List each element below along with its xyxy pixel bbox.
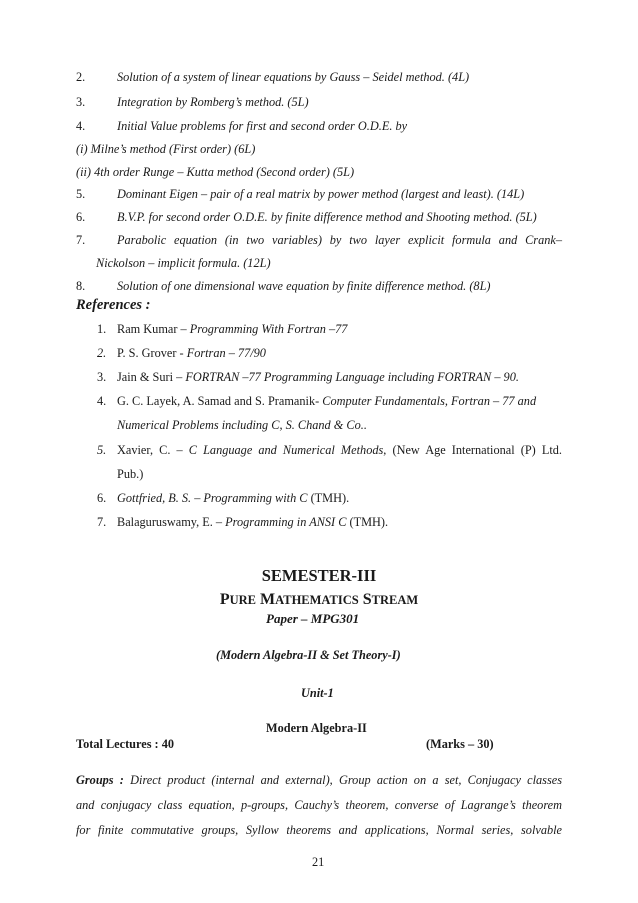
item-number: 2. (76, 70, 86, 84)
reference-number: 6. (97, 491, 107, 505)
reference-item: Jain & Suri – FORTRAN –77 Programming Language including FORTRAN – 90. (117, 370, 519, 384)
item-text-continued: Nickolson – implicit formula. (12L) (96, 256, 271, 270)
unit-title: Modern Algebra-II (266, 721, 367, 735)
reference-item: P. S. Grover - Fortran – 77/90 (117, 346, 266, 360)
item-number: 4. (76, 119, 86, 133)
stream-title: PURE MATHEMATICS STREAM (219, 591, 419, 608)
item-number: 7. (76, 233, 86, 247)
item-text: B.V.P. for second order O.D.E. by finite difference method and Shooting method. (5L) (117, 210, 537, 224)
groups-line: and conjugacy class equation, p-groups, Cauchy’s theorem, converse of Lagrange’s theorem (76, 798, 562, 812)
item-text: Dominant Eigen – pair of a real matrix by power method (largest and least). (14L) (117, 187, 525, 201)
reference-number: 2. (97, 346, 107, 360)
references-heading: References : (76, 297, 151, 313)
item-number: 5. (76, 187, 86, 201)
item-number: 8. (76, 279, 86, 293)
reference-item: Balaguruswamy, E. – Programming in ANSI C (TMH). (117, 515, 389, 529)
reference-item: Ram Kumar – Programming With Fortran –77 (117, 322, 348, 336)
reference-number: 7. (97, 515, 107, 529)
reference-item: G. C. Layek, A. Samad and S. Pramanik- Computer Fundamentals, Fortran – 77 and (117, 394, 537, 408)
semester-title: SEMESTER-III (261, 566, 377, 585)
reference-number: 3. (97, 370, 107, 384)
item-number: 6. (76, 210, 86, 224)
groups-line: Groups : Direct product (internal and external), Group action on a set, Conjugacy classes (76, 773, 563, 787)
reference-item-continued: Pub.) (117, 467, 144, 481)
unit-label: Unit-1 (301, 686, 334, 700)
total-lectures: Total Lectures : 40 (76, 737, 175, 751)
item-number: 3. (76, 95, 86, 109)
paper-code: Paper – MPG301 (266, 611, 360, 626)
groups-line: for finite commutative groups, Syllow theorems and applications, Normal series, solvable (76, 823, 562, 837)
reference-item: Gottfried, B. S. – Programming with C (TMH). (117, 491, 350, 505)
item-text: Integration by Romberg’s method. (5L) (117, 95, 309, 109)
reference-item: Xavier, C. – C Language and Numerical Methods, (New Age International (P) Ltd. (117, 443, 563, 457)
reference-number: 1. (97, 322, 107, 336)
item-text: Solution of a system of linear equations by Gauss – Seidel method. (4L) (117, 70, 470, 84)
sub-item-ii: (ii) 4th order Runge – Kutta method (Second order) (5L) (76, 165, 355, 179)
item-text: Initial Value problems for first and second order O.D.E. by (117, 119, 408, 133)
reference-number: 4. (97, 394, 107, 408)
item-text: Parabolic equation (in two variables) by two layer explicit formula and Crank– (117, 233, 562, 247)
sub-item-i: (i) Milne’s method (First order) (6L) (76, 142, 256, 156)
item-text: Solution of one dimensional wave equation by finite difference method. (8L) (117, 279, 491, 293)
paper-subtitle: (Modern Algebra-II & Set Theory-I) (216, 648, 401, 662)
reference-item-continued: Numerical Problems including C, S. Chand & Co.. (117, 418, 367, 432)
page-number: 21 (312, 855, 325, 869)
marks: (Marks – 30) (426, 737, 494, 751)
reference-number: 5. (97, 443, 107, 457)
